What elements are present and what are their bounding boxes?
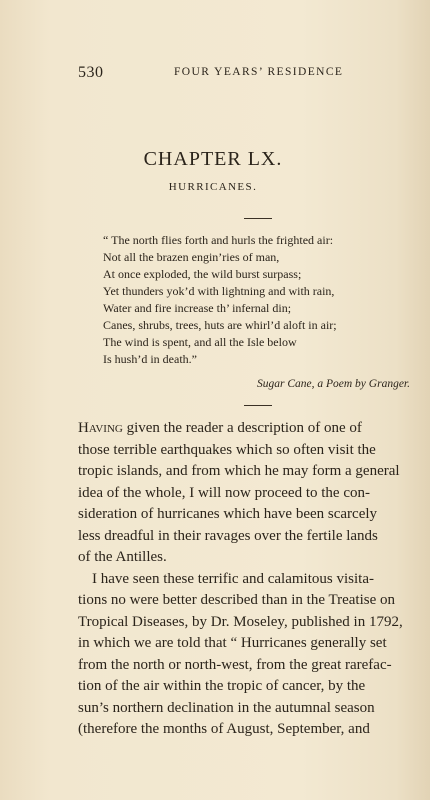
poem-line: At once exploded, the wild burst surpass; bbox=[103, 267, 302, 281]
epigraph-poem bbox=[103, 232, 410, 390]
body-line: I have seen these terrific and calamitous visita- bbox=[92, 570, 374, 587]
body-line: those terrible earthquakes which so often visit the bbox=[78, 441, 376, 458]
drop-word: Having bbox=[78, 420, 123, 436]
body-line: of the Antilles. bbox=[78, 549, 167, 565]
poem-line: Water and fire increase th’ infernal din; bbox=[103, 301, 292, 315]
body-line: tropic islands, and from which he may form a general bbox=[78, 463, 400, 479]
body-line: tion of the air within the tropic of cancer, by the bbox=[78, 678, 366, 694]
body-line: from the north or north-west, from the great rarefac- bbox=[78, 656, 392, 673]
body-line: less dreadful in their ravages over the fertile lands bbox=[78, 527, 378, 544]
poem-line: “ The north flies forth and hurls the frighted air: bbox=[103, 233, 334, 247]
body-line: sun’s northern declination in the autumnal season bbox=[78, 699, 375, 716]
poem-line: Yet thunders yok’d with lightning and with rain, bbox=[103, 284, 335, 298]
body-line: (therefore the months of August, September, and bbox=[78, 721, 370, 737]
poem-line: Canes, shrubs, trees, huts are whirl’d aloft in air; bbox=[103, 318, 337, 332]
poem-line: Is hush’d in death.” bbox=[103, 352, 197, 366]
running-head bbox=[78, 64, 348, 84]
running-title: FOUR YEARS’ RESIDENCE bbox=[174, 66, 344, 78]
body-line bbox=[78, 418, 362, 440]
body-line: tions no were better described than in the Treatise on bbox=[78, 592, 396, 608]
body-line: Tropical Diseases, by Dr. Moseley, published in 1792, bbox=[78, 613, 403, 630]
poem-line: The wind is spent, and all the Isle below bbox=[103, 335, 297, 349]
page-number: 530 bbox=[78, 64, 104, 81]
body-line: in which we are told that “ Hurricanes generally set bbox=[78, 635, 387, 651]
chapter-title: CHAPTER LX. bbox=[143, 148, 283, 170]
poem-line: Not all the brazen engin’ries of man, bbox=[103, 250, 280, 264]
divider-rule-bottom bbox=[244, 405, 272, 406]
body-line: idea of the whole, I will now proceed to the con- bbox=[78, 484, 370, 501]
chapter-subtitle: HURRICANES. bbox=[168, 181, 258, 193]
body-line: sideration of hurricanes which have been scarcely bbox=[78, 506, 378, 522]
poem-attribution: Sugar Cane, a Poem by Granger. bbox=[257, 378, 410, 390]
divider-rule-top bbox=[244, 218, 272, 219]
body-text bbox=[78, 418, 403, 741]
body-line-text: given the reader a description of one of bbox=[122, 420, 362, 436]
